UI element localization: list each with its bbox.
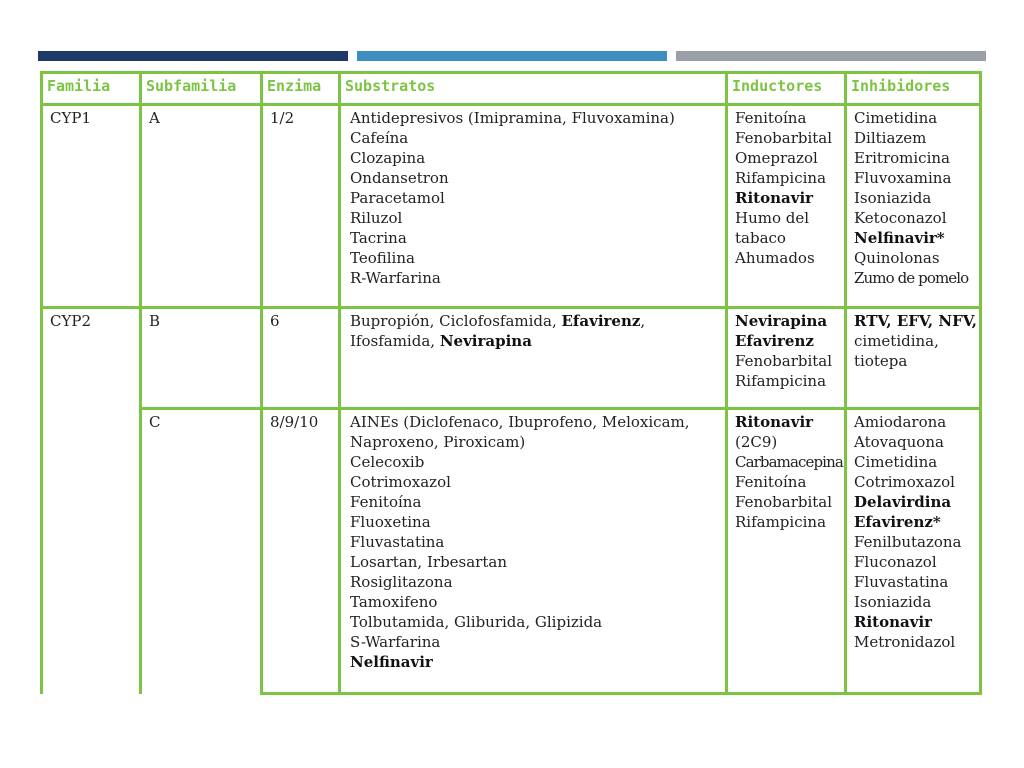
- decor-bar-gray: [676, 51, 986, 61]
- cell-substratos: [340, 308, 727, 409]
- inductor: Rifampicina: [735, 169, 827, 187]
- inductor: tabaco: [735, 229, 786, 247]
- inhibidor: Delavirdina: [854, 493, 952, 511]
- substrato: Antidepresivos (Imipramina, Fluvoxamina): [350, 109, 675, 127]
- substrato: Cotrimoxazol: [350, 473, 451, 491]
- inductor: Omeprazol: [735, 149, 818, 167]
- substrato: Fluoxetina: [350, 513, 431, 531]
- cell-subfamilia: B: [141, 308, 262, 409]
- cell-substratos: [340, 409, 727, 694]
- substrato: Riluzol: [350, 209, 403, 227]
- inductor: Ritonavir: [735, 413, 814, 431]
- header-enzima: Enzima: [262, 73, 340, 105]
- inductor: Fenitoína: [735, 473, 807, 491]
- inductor: Fenobarbital: [735, 352, 833, 370]
- substrato: R-Warfarina: [350, 269, 441, 287]
- cell-subfamilia: A: [141, 105, 262, 308]
- substrato: Paracetamol: [350, 189, 445, 207]
- substrato: Naproxeno, Piroxicam): [350, 433, 526, 451]
- substrato: Fluvastatina: [350, 533, 445, 551]
- substrato-bold: Efavirenz: [561, 312, 641, 330]
- substrato-text: ,: [640, 312, 646, 330]
- inhibidor: Atovaquona: [854, 433, 944, 451]
- substrato: Nelfinavir: [350, 653, 433, 671]
- inhibidor: RTV, EFV, NFV,: [854, 312, 977, 330]
- header-inductores: Inductores: [727, 73, 846, 105]
- header-familia: Familia: [42, 73, 141, 105]
- substrato: Tolbutamida, Gliburida, Glipizida: [350, 613, 603, 631]
- cell-inductores: [727, 409, 846, 694]
- cell-inductores: [727, 308, 846, 409]
- cell-familia: CYP1: [42, 105, 141, 308]
- table-row: [42, 308, 981, 409]
- table-row: [42, 105, 981, 308]
- substrato: S-Warfarina: [350, 633, 441, 651]
- cell-inhibidores: [846, 409, 981, 694]
- cell-enzima: 6: [262, 308, 340, 409]
- cell-familia: CYP2: [42, 308, 141, 694]
- substrato: Clozapina: [350, 149, 426, 167]
- inductor: (2C9): [735, 433, 778, 451]
- cell-substratos: [340, 105, 727, 308]
- decor-bar-navy: [38, 51, 348, 61]
- cyp-table: [40, 71, 982, 695]
- inductor: Efavirenz: [735, 332, 814, 350]
- substrato-line: [350, 331, 719, 351]
- inhibidor: Eritromicina: [854, 149, 950, 167]
- inhibidor: Cimetidina: [854, 109, 938, 127]
- substrato-bold: Nevirapina: [439, 332, 532, 350]
- inhibidor: Fenilbutazona: [854, 533, 962, 551]
- substrato: AINEs (Diclofenaco, Ibuprofeno, Meloxicam,: [350, 413, 690, 431]
- inhibidor: Quinolonas: [854, 249, 940, 267]
- header-substratos: Substratos: [340, 73, 727, 105]
- header-inhibidores: Inhibidores: [846, 73, 981, 105]
- substrato: Cafeína: [350, 129, 409, 147]
- inhibidor: Fluconazol: [854, 553, 937, 571]
- inductor: Fenobarbital: [735, 493, 833, 511]
- inductor: Fenobarbital: [735, 129, 833, 147]
- inductor: Carbamacepina: [735, 453, 843, 471]
- substrato: Fenitoína: [350, 493, 422, 511]
- substrato: Tacrina: [350, 229, 407, 247]
- cell-inductores: [727, 105, 846, 308]
- inhibidor: Zumo de pomelo: [854, 269, 969, 287]
- substrato-line: [350, 311, 719, 331]
- inhibidor: Cotrimoxazol: [854, 473, 955, 491]
- substrato: Rosiglitazona: [350, 573, 453, 591]
- decor-bar-blue: [357, 51, 667, 61]
- substrato: Teofilina: [350, 249, 415, 267]
- substrato: Celecoxib: [350, 453, 425, 471]
- inhibidor: Fluvastatina: [854, 573, 949, 591]
- inhibidor: Diltiazem: [854, 129, 927, 147]
- cell-enzima: 1/2: [262, 105, 340, 308]
- inhibidor: Isoniazida: [854, 189, 932, 207]
- inhibidor: Metronidazol: [854, 633, 956, 651]
- inhibidor: Ketoconazol: [854, 209, 947, 227]
- inductor: Humo del: [735, 209, 810, 227]
- substrato-text: Bupropión, Ciclofosfamida,: [350, 312, 562, 330]
- inductor: Ritonavir: [735, 189, 814, 207]
- cell-inhibidores: [846, 105, 981, 308]
- inductor: Fenitoína: [735, 109, 807, 127]
- cell-enzima: 8/9/10: [262, 409, 340, 694]
- substrato: Ondansetron: [350, 169, 449, 187]
- inductor: Nevirapina: [735, 312, 828, 330]
- inhibidor: Ritonavir: [854, 613, 933, 631]
- cell-subfamilia: C: [141, 409, 262, 694]
- inductor: Rifampicina: [735, 372, 827, 390]
- inhibidor: tiotepa: [854, 352, 908, 370]
- substrato: Tamoxifeno: [350, 593, 438, 611]
- inhibidor: Amiodarona: [854, 413, 947, 431]
- inhibidor: Fluvoxamina: [854, 169, 952, 187]
- inhibidor: Nelfinavir*: [854, 229, 945, 247]
- table-header-row: [42, 73, 981, 105]
- table-row: [42, 409, 981, 694]
- substrato-text: Ifosfamida,: [350, 332, 440, 350]
- inhibidor: Cimetidina: [854, 453, 938, 471]
- inhibidor: Isoniazida: [854, 593, 932, 611]
- inductor: Rifampicina: [735, 513, 827, 531]
- cell-inhibidores: [846, 308, 981, 409]
- inhibidor: Efavirenz*: [854, 513, 941, 531]
- inhibidor: cimetidina,: [854, 332, 939, 350]
- inductor: Ahumados: [735, 249, 815, 267]
- header-subfamilia: Subfamilia: [141, 73, 262, 105]
- substrato: Losartan, Irbesartan: [350, 553, 507, 571]
